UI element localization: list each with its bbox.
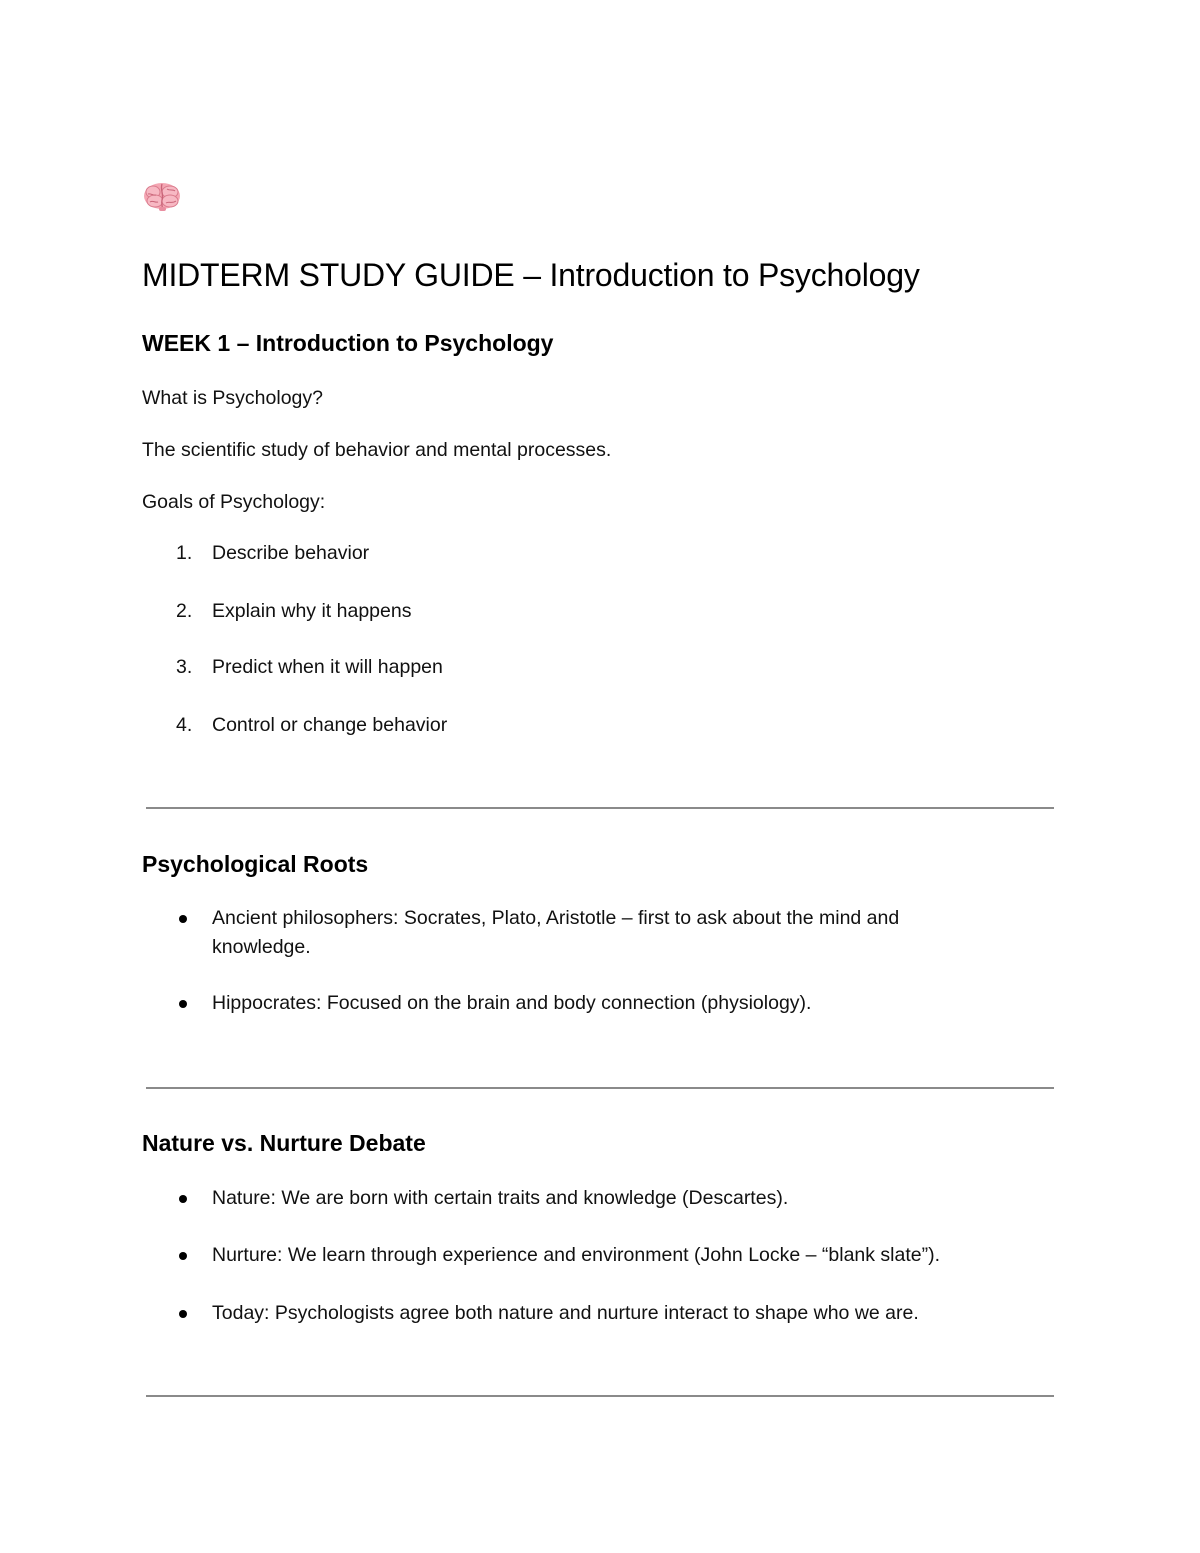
question-text: What is Psychology? (142, 387, 323, 409)
list-item: Describe behavior (212, 542, 370, 564)
definition-text: The scientific study of behavior and mental processes. (142, 439, 612, 461)
brain-icon (142, 180, 182, 212)
list-number: 1. (176, 542, 193, 564)
horizontal-divider (146, 1087, 1054, 1089)
list-item: Hippocrates: Focused on the brain and body connection (physiology). (212, 992, 812, 1014)
list-item: Nurture: We learn through experience and environment (John Locke – “blank slate”). (212, 1244, 941, 1266)
list-number: 4. (176, 714, 193, 736)
list-item: Predict when it will happen (212, 656, 443, 678)
bullet-icon (179, 915, 187, 923)
bullet-icon (179, 1195, 187, 1203)
list-item: Ancient philosophers: Socrates, Plato, Aristotle – first to ask about the mind and (212, 907, 900, 929)
bullet-icon (179, 1310, 187, 1318)
list-item: Control or change behavior (212, 714, 448, 736)
list-item: Today: Psychologists agree both nature and nurture interact to shape who we are. (212, 1302, 919, 1324)
goals-label: Goals of Psychology: (142, 491, 326, 513)
bullet-icon (179, 1252, 187, 1260)
list-item-continuation: knowledge. (212, 936, 311, 958)
nature-heading: Nature vs. Nurture Debate (142, 1130, 426, 1156)
list-item: Nature: We are born with certain traits and knowledge (Descartes). (212, 1187, 789, 1209)
list-number: 2. (176, 600, 193, 622)
bullet-icon (179, 1000, 187, 1008)
list-number: 3. (176, 656, 193, 678)
horizontal-divider (146, 807, 1054, 809)
roots-heading: Psychological Roots (142, 851, 369, 877)
week1-heading: WEEK 1 – Introduction to Psychology (142, 330, 554, 356)
horizontal-divider (146, 1395, 1054, 1397)
list-item: Explain why it happens (212, 600, 412, 622)
page-title: MIDTERM STUDY GUIDE – Introduction to Psychology (142, 257, 920, 293)
